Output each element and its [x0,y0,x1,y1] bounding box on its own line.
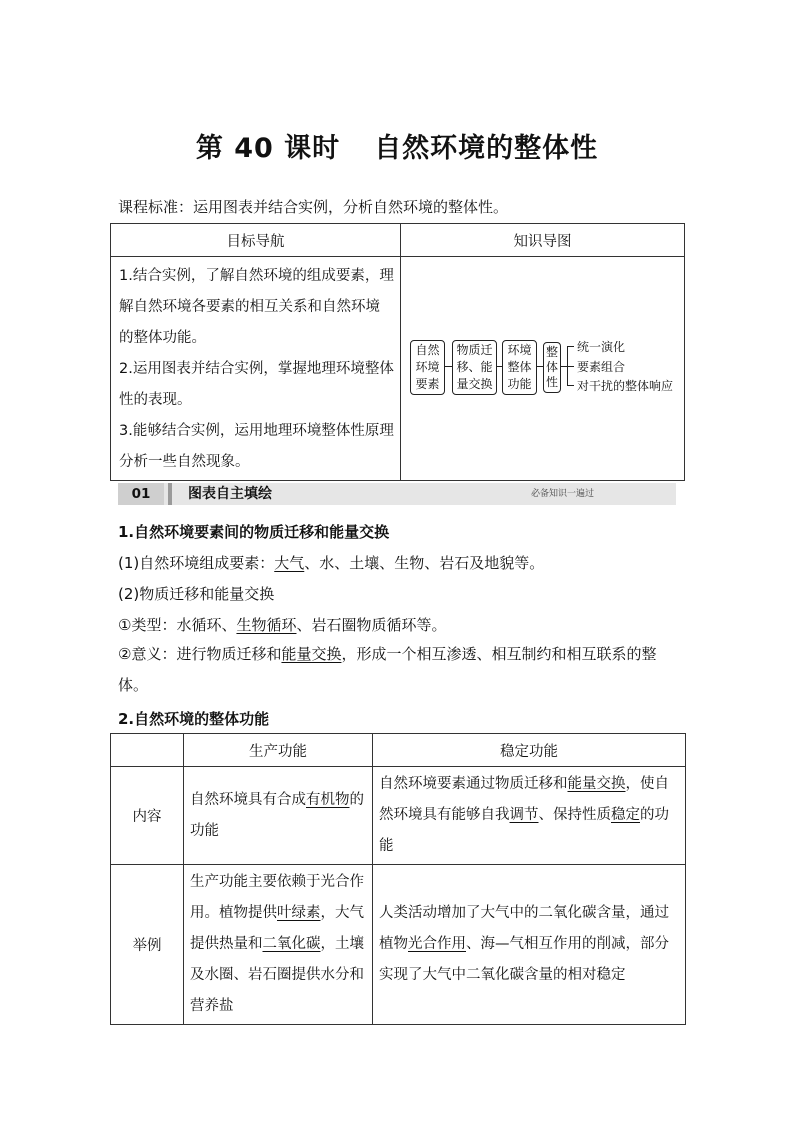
answer-underline: 稳定 [611,807,640,823]
title-lesson-number: 第 40 课时 [195,133,341,164]
map-box-function-label: 环境整体功能 [507,343,532,391]
answer-underline: 调节 [509,807,539,823]
row-label-example: 举例 [111,865,184,1025]
answer-underline: 能量交换 [567,776,626,792]
knowledge-map-cell [401,257,685,481]
map-connector-4 [560,366,567,367]
answer-underline: 二氧化碳 [262,936,321,952]
answer-underline: 生物循环 [236,616,297,634]
section-divider [168,483,172,505]
text: 、岩石圈物质循环等。 [296,616,447,634]
text: ①类型：水循环、 [118,616,237,634]
text: 人类活动增加了大气中的二氧化碳含量，通过植物 [379,905,669,952]
map-branch-2: 要素组合 [577,360,626,374]
answer-underline: 光合作用 [408,936,466,952]
function-header-empty [111,734,184,767]
example-stability [373,865,686,1025]
section-note: 必备知识一遍过 [530,489,594,499]
text: 的功能 [379,807,669,854]
header-goals: 目标导航 [111,224,401,257]
answer-underline: 大气 [274,554,305,572]
text: 自然环境要素通过物质迁移和 [379,776,568,792]
title-topic: 自然环境的整体性 [374,133,599,164]
content-stability [373,767,686,865]
map-box-exchange-line1: 物质迁 [456,343,493,357]
map-box-elements [410,340,445,395]
answer-underline: 叶绿素 [277,905,321,921]
section1-heading: 1.自然环境要素间的物质迁移和能量交换 [118,523,390,541]
text: ，大气提供热量和 [190,905,364,952]
section1-line2: (2)物质迁移和能量交换 [118,585,275,603]
map-branch-3: 对干扰的整体响应 [577,379,674,393]
header-knowledge-map: 知识导图 [401,224,685,257]
map-bracket-mid [567,366,574,367]
goal-item-1: 1.结合实例，了解自然环境的组成要素，理解自然环境各要素的相互关系和自然环境的整体功能。 [119,268,394,346]
example-production [184,865,373,1025]
text: 、海—气相互作用的削减，部分实现了大气中二氧化碳含量的相对稳定 [379,936,669,983]
text: ，土壤及水圈、岩石圈提供水分和营养盐 [190,936,364,1014]
section-bar [118,483,676,505]
goal-item-3: 3.能够结合实例，运用地理环境整体性原理分析一些自然现象。 [119,423,394,470]
knowledge-map-diagram [401,257,686,475]
map-bracket-bottom [567,385,574,386]
answer-underline: 有机物 [306,791,350,808]
section1-line4 [118,639,678,701]
text: 自然环境具有合成 [190,791,306,808]
map-connector-3 [536,366,543,367]
text: ，使自然环境具有能够自我 [379,776,669,823]
map-box-exchange [452,340,497,395]
section-heading: 图表自主填绘 [188,486,272,502]
text: 生产功能主要依赖于光合作用。植物提供 [190,874,364,921]
text: 的功能 [190,791,364,839]
text: ②意义：进行物质迁移和 [118,645,282,663]
goal-item-2: 2.运用图表并结合实例，掌握地理环境整体性的表现。 [119,361,394,408]
text: ，形成一个相互渗透、相互制约和相互联系的整体。 [118,645,657,694]
answer-underline: 能量交换 [281,645,342,663]
text: 、保持性质 [538,807,611,823]
page-title [0,126,794,165]
map-box-integrity [543,342,561,393]
section1-line3 [118,614,446,635]
map-box-function [502,340,537,395]
text: 、水、土壤、生物、岩石及地貌等。 [304,554,545,572]
section1-line1 [118,552,544,573]
map-connector-1 [444,366,452,367]
text: (1)自然环境组成要素： [118,554,275,572]
section-number: 01 [118,483,164,505]
goals-cell [111,257,401,481]
map-box-elements-label: 自然环境要素 [415,343,440,391]
section2-heading: 2.自然环境的整体功能 [118,710,270,728]
function-table [110,733,686,1025]
goals-map-table [110,223,685,481]
map-box-integrity-label: 整体性 [546,345,559,389]
row-label-content: 内容 [111,767,184,865]
content-production [184,767,373,865]
function-header-production: 生产功能 [184,734,373,767]
course-standard: 课程标准：运用图表并结合实例，分析自然环境的整体性。 [118,198,509,216]
function-header-stability: 稳定功能 [373,734,686,767]
map-box-exchange-line2: 移、能 [456,360,493,374]
map-box-exchange-line3: 量交换 [456,377,493,391]
map-branch-1: 统一演化 [577,340,626,354]
map-bracket-top [567,346,574,347]
